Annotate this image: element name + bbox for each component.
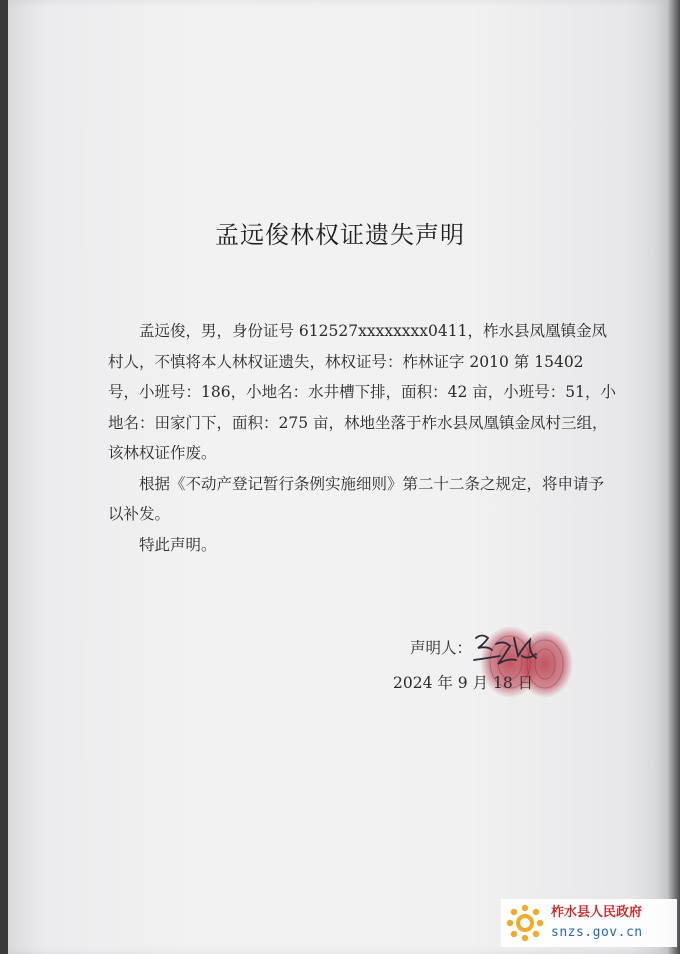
page-edge bbox=[668, 0, 680, 954]
watermark-url: snzs.gov.cn bbox=[551, 925, 643, 940]
paragraph-main: 孟远俊，男，身份证号 612527xxxxxxxx0411，柞水县凤凰镇金凤村人，不慎将本人林权证遗失，林权证号：柞林证字 2010 第 15402 号，小班号：186，小地名：水井槽下排，面积：42 亩，小班号：51，小地名：田家门下，面积：275 亩，林地坐落于柞水县凤凰镇金凤村三组，该林权证作废。 bbox=[108, 322, 616, 462]
document-body bbox=[108, 316, 618, 560]
document-date: 2024 年 9 月 18 日 bbox=[393, 674, 534, 692]
paragraph-basis: 根据《不动产登记暂行条例实施细则》第二十二条之规定，将申请予以补发。 bbox=[108, 474, 605, 523]
watermark-site-name: 柞水县人民政府 bbox=[551, 905, 643, 920]
handwritten-signature bbox=[470, 630, 542, 672]
sun-logo-icon bbox=[505, 903, 545, 943]
document-title: 孟远俊林权证遗失声明 bbox=[215, 221, 465, 249]
paragraph-closing: 特此声明。 bbox=[139, 535, 217, 554]
watermark-badge bbox=[501, 899, 677, 947]
watermark-text bbox=[551, 903, 643, 943]
declarant-label: 声明人： bbox=[410, 639, 473, 657]
